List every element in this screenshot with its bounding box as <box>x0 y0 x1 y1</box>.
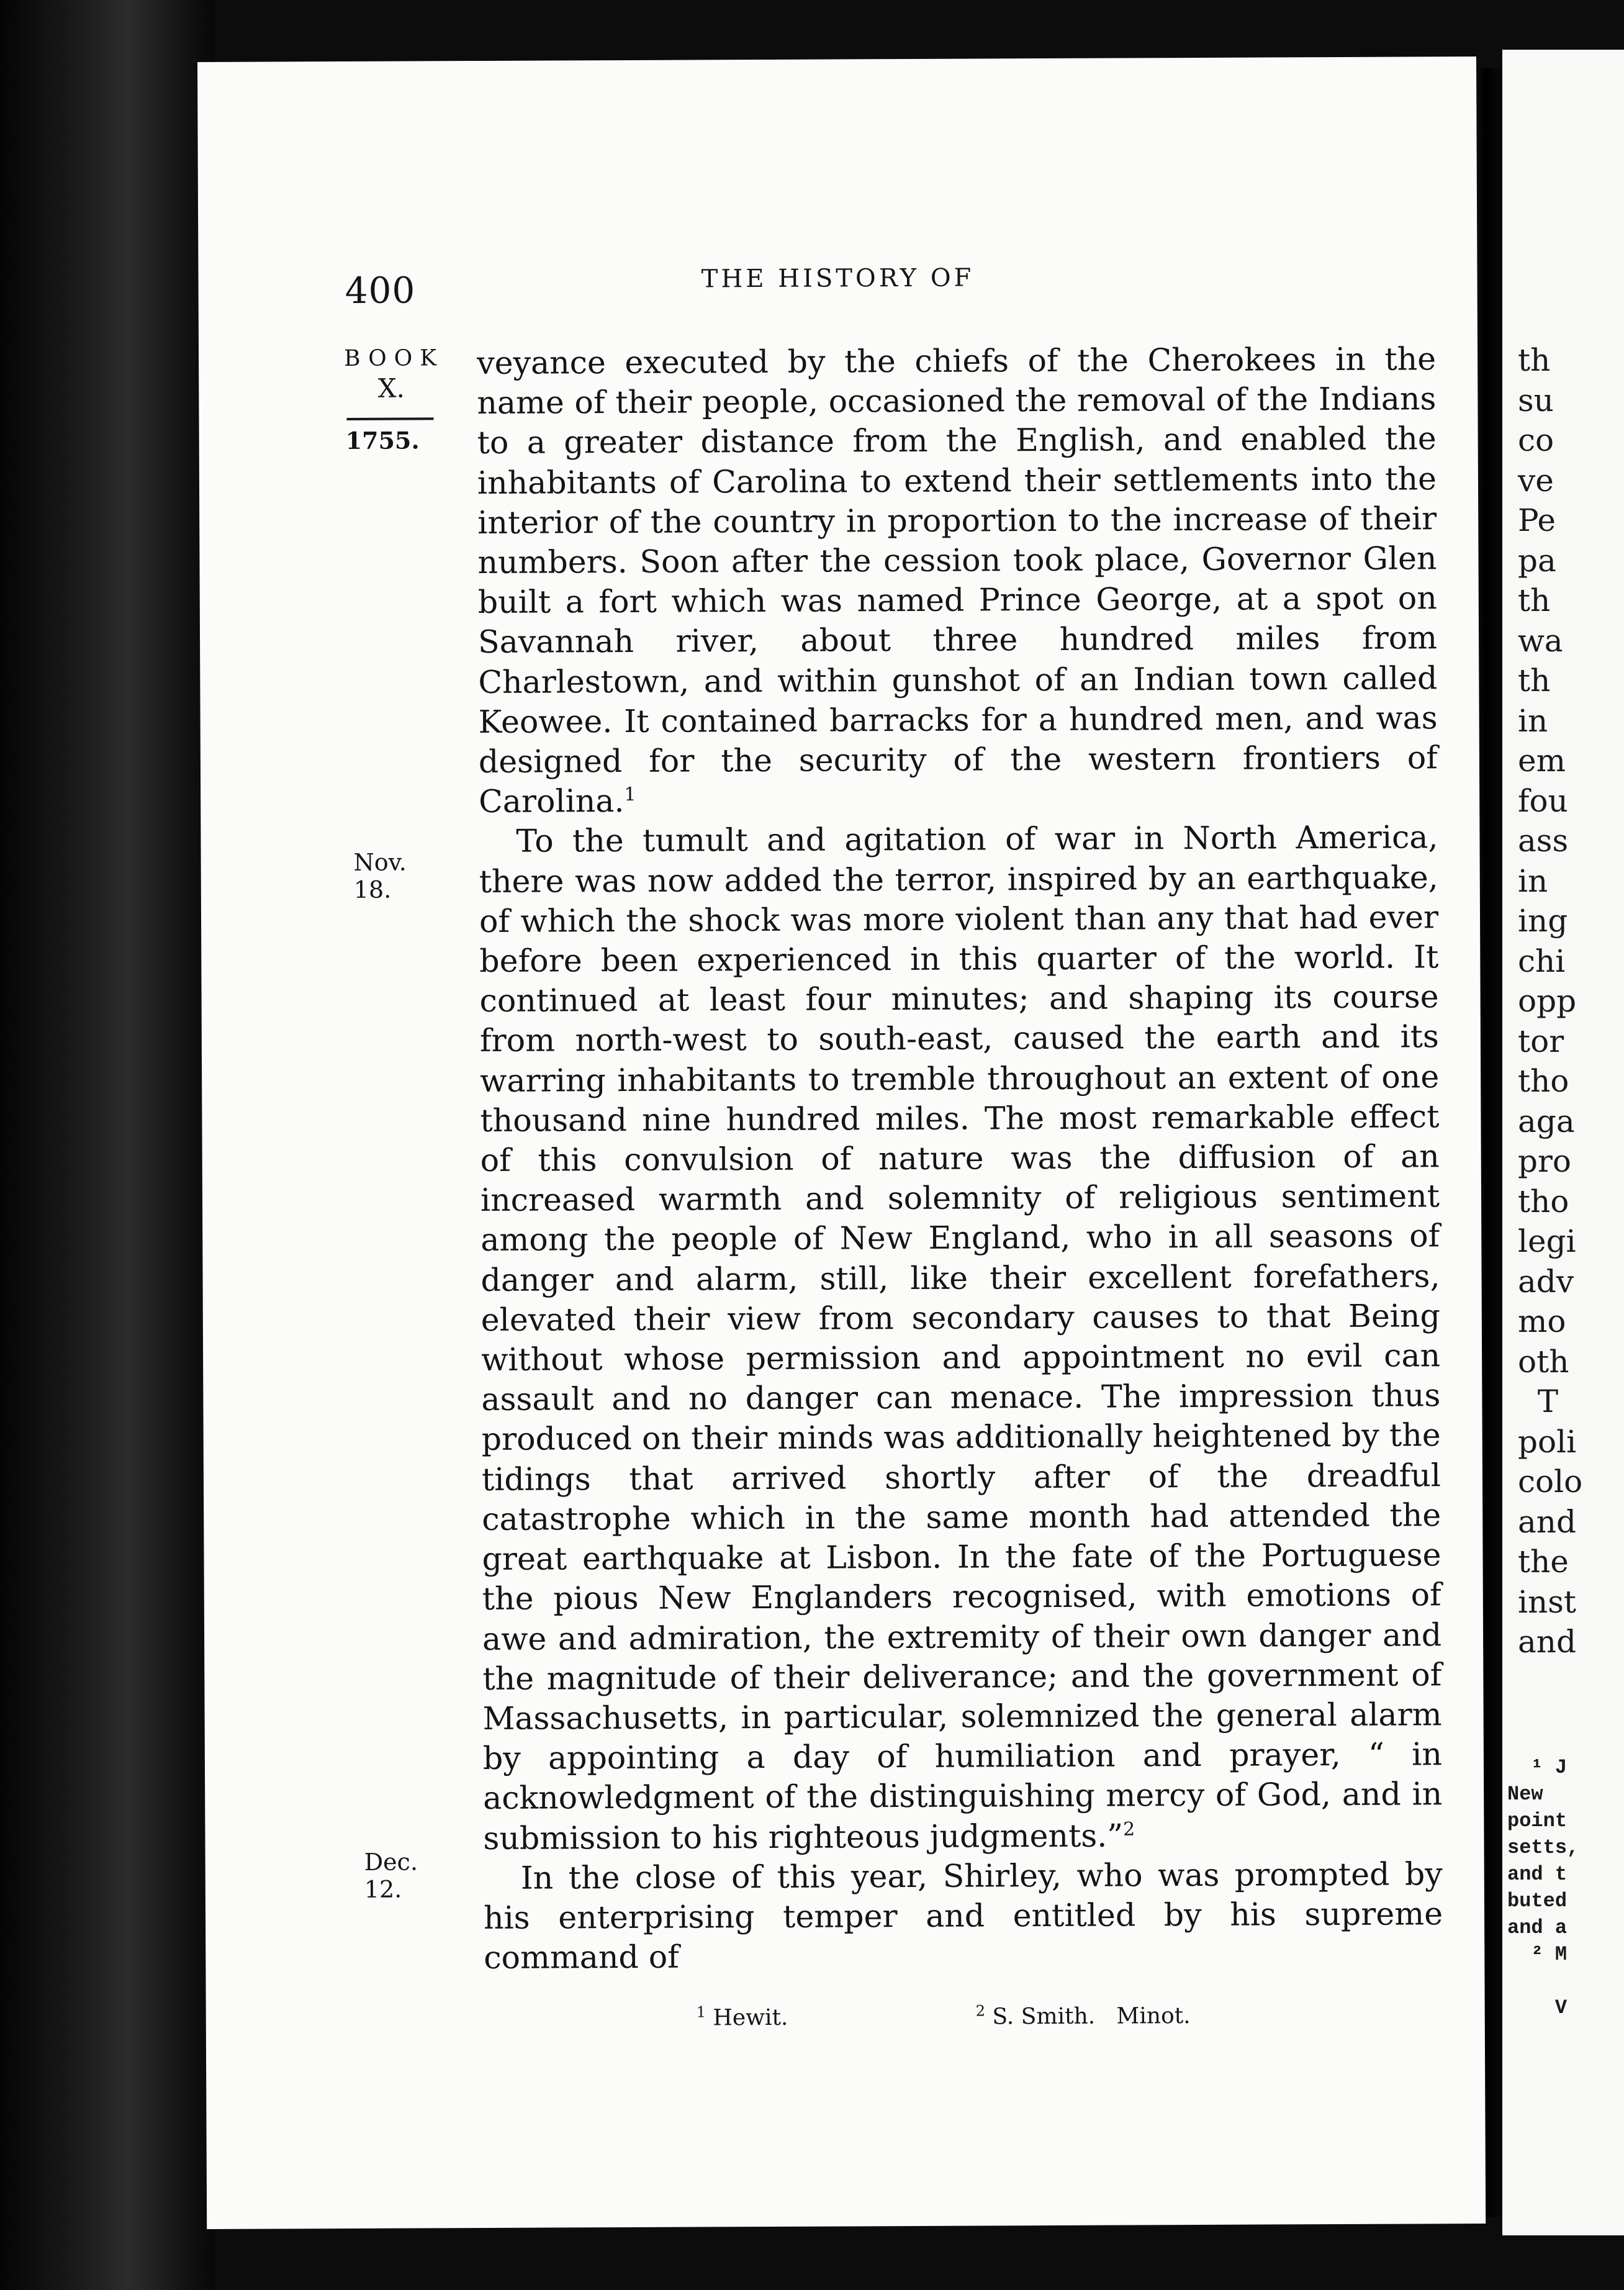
facing-page-text-fragments: th su co ve Pe pa th wa th in em fou ass in ing chi opp tor tho aga pro tho legi adv mo oth T poli colo and the inst and <box>1518 342 1583 1660</box>
book-spine-shadow <box>0 0 214 2290</box>
facing-page-footnote-fragments: ¹ J New point setts, and t buted and a ² M V <box>1507 1756 1579 2019</box>
margin-book-number: X. <box>377 373 405 404</box>
margin-book-label: BOOK <box>343 345 444 371</box>
paragraph-1: veyance executed by the chiefs of the Cherokees in the name of their people, occasioned the removal of the Indians to a greater distance from the English, and enabled the inhabitants of Carolina to extend their settlements into the interior of the country in proportion to the increase of their numbers. Soon after the cession took place, Governor Glen built a fort which was named Prince George, at a spot on Savannah river, about three hundred miles from Charlestown, and within gunshot of an Indian town called Keowee. It contained barracks for a hundred men, and was designed for the security of the western frontiers of Carolina.$^1$ <box>476 340 1438 820</box>
book-page <box>197 57 1486 2229</box>
margin-note-dec: Dec. 12. <box>364 1848 418 1903</box>
margin-rule <box>347 417 434 420</box>
paragraph-3: In the close of this year, Shirley, who was prompted by his enterprising temper and entitled by his supreme command of <box>483 1855 1443 1976</box>
footnote-ref-2: 2 <box>1122 1818 1135 1840</box>
page-number: 400 <box>345 269 416 312</box>
footnote-1: $^1$ Hewit. <box>696 2003 788 2031</box>
paragraph-2: To the tumult and agitation of war in North America, there was now added the terror, inspired by an earthquake, of which the shock was more violent than any that had ever before been experienced in this quarter of the world. It continued at least four minutes; and shaping its course from north-west to south-east, caused the earth and its warring inhabitants to tremble throughout an extent of one thousand nine hundred miles. The most remarkable effect of this convulsion of nature was the diffusion of an increased warmth and solemnity of religious sentiment among the people of New England, who in all seasons of danger and alarm, still, like their excellent forefathers, elevated their view from secondary causes to that Being without whose permission and appointment no evil can assault and no danger can menace. The impression thus produced on their minds was additionally heightened by the tidings that arrived shortly after of the dreadful catastrophe which in the same month had attended the great earthquake at Lisbon. In the fate of the Portuguese the pious New Englanders recognised, with emotions of awe and admiration, the extremity of their own danger and the magnitude of their deliverance; and the government of Massachusetts, in particular, solemnized the general alarm by appointing a day of humiliation and prayer, “ in acknowledgment of the distinguishing mercy of God, and in submission to his righteous judgments.”$^2$ <box>479 818 1443 1857</box>
running-head: THE HISTORY OF <box>701 263 975 294</box>
margin-year: 1755. <box>345 426 420 455</box>
footnote-ref-1: 1 <box>624 784 636 806</box>
footnote-2: $^2$ S. Smith. Minot. <box>975 2002 1191 2030</box>
margin-note-nov: Nov. 18. <box>353 848 407 903</box>
body-text <box>477 339 1443 1978</box>
